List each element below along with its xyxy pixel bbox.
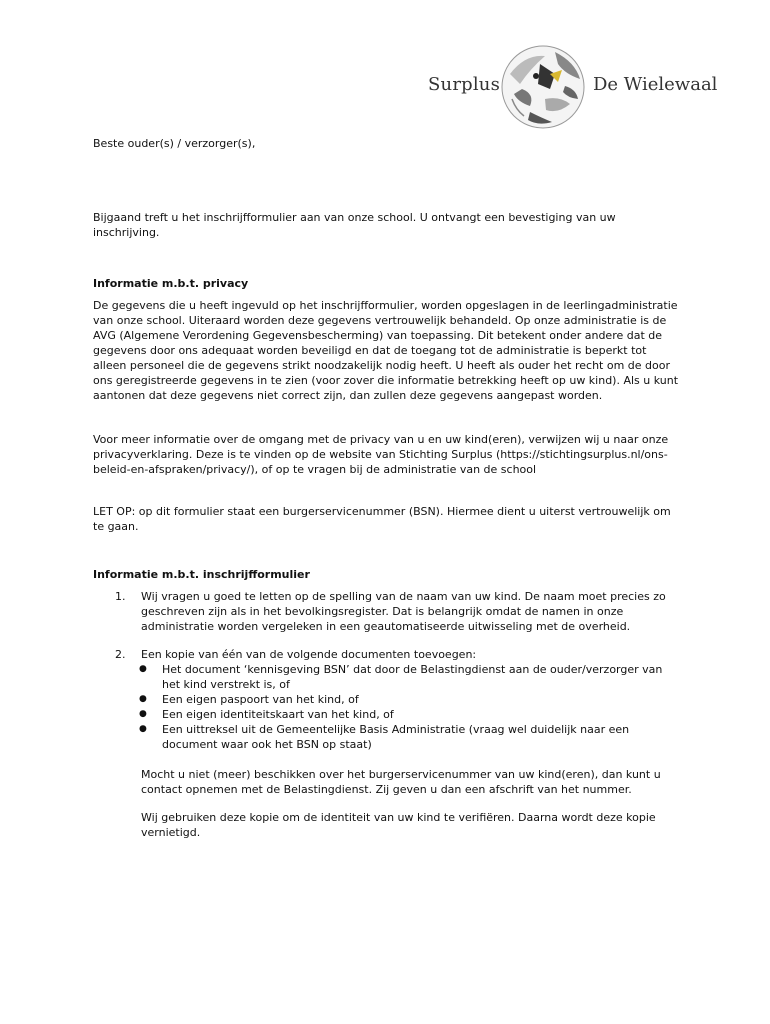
list-item (93, 589, 683, 634)
intro-paragraph: Bijgaand treft u het inschrijfformulier aan van onze school. U ontvangt een bevestiging van uw inschrijving. (93, 211, 616, 239)
bullet-item (93, 707, 683, 722)
bullet-icon: ● (139, 709, 147, 719)
school-logo (420, 44, 730, 134)
bullet-icon: ● (139, 724, 147, 734)
instruction-list (93, 589, 683, 840)
globe-emblem-icon (500, 44, 586, 130)
privacy-paragraph-3: LET OP: op dit formulier staat een burgerservicenummer (BSN). Hiermee dient u uiterst vertrouwelijk om te gaan. (93, 505, 671, 533)
list-item-text: Een kopie van één van de volgende documenten toevoegen: (141, 648, 477, 661)
form-heading: Informatie m.b.t. inschrijfformulier (93, 568, 310, 581)
list-item-number: 1. (115, 590, 126, 603)
list-item (93, 647, 683, 662)
bsn-note: Mocht u niet (meer) beschikken over het burgerservicenummer van uw kind(eren), dan kunt u contact opnemen met de Belastingdienst. Zij geven u dan een afschrift van het nummer. (141, 768, 661, 796)
logo-text-surplus: Surplus (428, 74, 501, 95)
bullet-icon: ● (139, 694, 147, 704)
bullet-text: Een uittreksel uit de Gemeentelijke Basis Administratie (vraag wel duidelijk naar een document waar ook het BSN op staat) (162, 723, 630, 751)
privacy-paragraph-1: De gegevens die u heeft ingevuld op het inschrijfformulier, worden opgeslagen in de leerlingadministratie van onze school. Uiteraard worden deze gegevens vertrouwelijk behandeld. Op onze administratie is de AVG (Algemene Verordening Gegevensbescherming) van toepassing. Dit betekent onder andere dat de gegevens door ons adequaat worden beveiligd en dat de toegang tot de administratie is beperkt tot alleen personeel die de gegevens strikt noodzakelijk nodig heeft. U heeft als ouder het recht om de door ons geregistreerde gegevens in te zien (voor zover die informatie betrekking heeft op uw kind). Als u kunt aantonen dat deze gegevens niet correct zijn, dan zullen deze gegevens aangepast worden. (93, 299, 679, 402)
bullet-text: Een eigen paspoort van het kind, of (162, 693, 359, 706)
verification-note: Wij gebruiken deze kopie om de identiteit van uw kind te verifiëren. Daarna wordt deze kopie vernietigd. (141, 811, 656, 839)
privacy-paragraph-2: Voor meer informatie over de omgang met de privacy van u en uw kind(eren), verwijzen wij u naar onze privacyverklaring. Deze is te vinden op de website van Stichting Surplus (https://stichtingsurplus.nl/ons-beleid-en-afspraken/privacy/), of op te vragen bij de administratie van de school (93, 433, 669, 476)
bullet-text: Het document ‘kennisgeving BSN’ dat door de Belastingdienst aan de ouder/verzorger van het kind verstrekt is, of (162, 663, 663, 691)
logo-text-wielewaal: De Wielewaal (593, 74, 718, 95)
bullet-item (93, 692, 683, 707)
greeting: Beste ouder(s) / verzorger(s), (93, 137, 256, 150)
list-item-text: Wij vragen u goed te letten op de spelling van de naam van uw kind. De naam moet precies zo geschreven zijn als in het bevolkingsregister. Dat is belangrijk omdat de namen in onze administratie worden vergeleken in een geautomatiseerde uitwisseling met de overheid. (141, 590, 666, 633)
bullet-text: Een eigen identiteitskaart van het kind, of (162, 708, 394, 721)
privacy-heading: Informatie m.b.t. privacy (93, 277, 249, 290)
bullet-item (93, 662, 683, 692)
bullet-item (93, 722, 683, 752)
list-item-number: 2. (115, 648, 126, 661)
bullet-icon: ● (139, 664, 147, 674)
